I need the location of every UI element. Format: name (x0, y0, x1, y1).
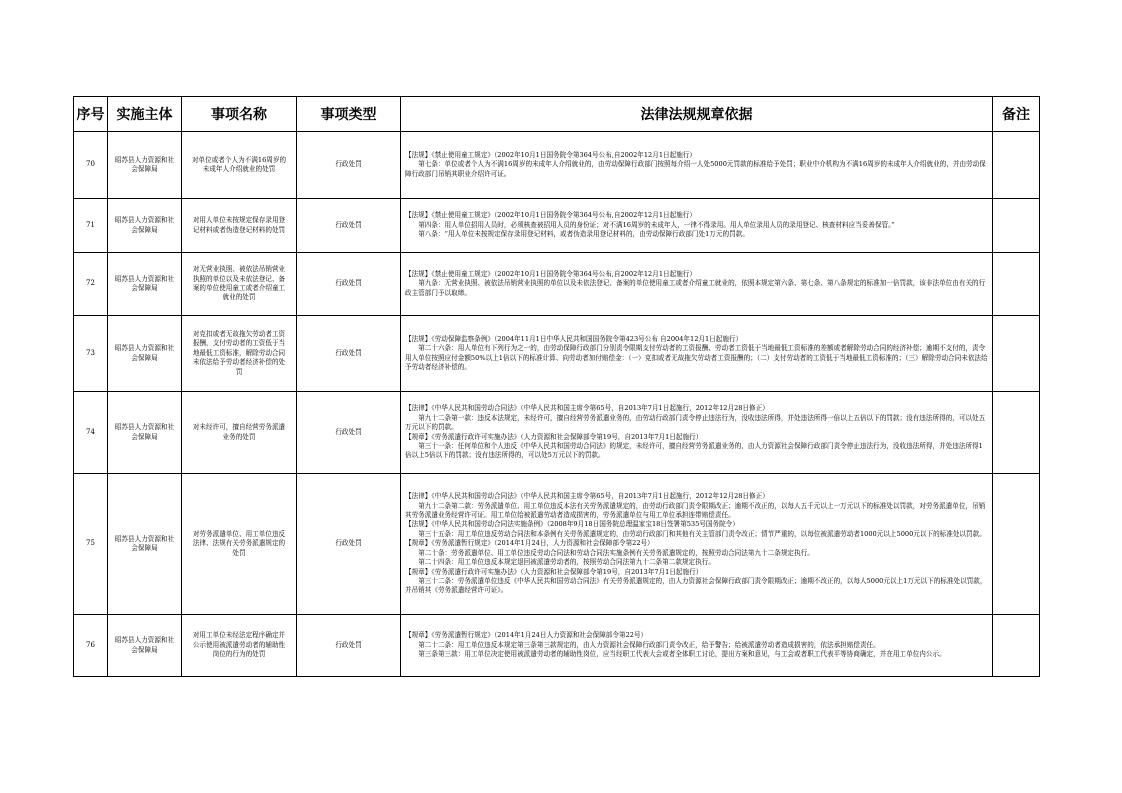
law-line: 第七条：单位或者个人为不满16周岁的未成年人介绍就业的，由劳动保障行政部门按照每介绍一人处5000元罚款的标准给予处罚；职业中介机构为不满16周岁的未成年人介绍就业的，并由劳动保障行政部门吊销其职业介绍许可证。 (405, 160, 986, 178)
row-number: 72 (74, 253, 108, 316)
law-line: 第二十六条：用人单位有下列行为之一的，由劳动保障行政部门分别责令限期支付劳动者的工资报酬、劳动者工资低于当地最低工资标准的差额或者解除劳动合同的经济补偿；逾期不支付的，责令用人单位按照应付金额50%以上1倍以下的标准计算、向劳动者加付赔偿金：（一）克扣或者无故拖欠劳动者工资报酬的；（二）支付劳动者的工资低于当地最低工资标准的；（三）解除劳动合同未依法给予劳动者经济补偿的。 (405, 344, 988, 371)
header-type: 事项类型 (297, 97, 401, 132)
law-line: 【规章】《劳务派遣行政许可实施办法》（人力资源和社会保障部令第19号，自2013年7月1日起施行） (405, 432, 703, 441)
table-row (74, 132, 1040, 199)
row-item-type: 行政处罚 (297, 392, 401, 474)
table-row (74, 474, 1040, 615)
law-line: 第三条第三款：用工单位决定使用被派遣劳动者的辅助性岗位，应当经职工代表大会或者全体职工讨论，提出方案和意见，与工会或者职工代表平等协商确定，并在用工单位内公示。 (418, 650, 946, 659)
law-line: 第四条：用人单位招用人员时，必须核查被招用人员的身份证；对不满16周岁的未成年人，一律不得录用。用人单位录用人员的录用登记、核查材料应当妥善保管。” (418, 220, 895, 229)
law-line: 第三十二条：劳务派遣单位违反《中华人民共和国劳动合同法》有关劳务派遣规定的，由人力资源社会保障行政部门责令限期改正；逾期不改正的，以每人5000元以上1万元以下的标准处以罚款，并吊销其《劳务派遣经营许可证》。 (405, 576, 987, 595)
row-note (993, 615, 1040, 677)
row-item-name: 对克扣或者无故拖欠劳动者工资报酬，支付劳动者的工资低于当地最低工资标准，解除劳动合同未依法给予劳动者经济补偿的处罚 (182, 316, 297, 392)
law-line: 【规章】《劳务派遣暂行规定》（2014年1月24日，人力资源和社会保障部令第22号） (405, 539, 654, 548)
row-implementer: 昭苏县人力资源和社会保障局 (108, 392, 182, 474)
law-line: 第二十二条：用工单位违反本规定第三条第三款规定的，由人力资源社会保障行政部门责令改正，给予警告；给被派遣劳动者造成损害的，依法承担赔偿责任。 (418, 640, 880, 649)
row-number: 76 (74, 615, 108, 677)
row-implementer: 昭苏县人力资源和社会保障局 (108, 316, 182, 392)
row-note (993, 199, 1040, 253)
table-row (74, 253, 1040, 316)
row-item-name: 对未经许可，擅自经营劳务派遣业务的处罚 (182, 392, 297, 474)
row-item-name: 对劳务派遣单位、用工单位违反法律、法规有关劳务派遣规定的处罚 (182, 474, 297, 615)
row-implementer: 昭苏县人力资源和社会保障局 (108, 253, 182, 316)
row-legal-basis (401, 615, 993, 677)
row-note (993, 392, 1040, 474)
row-legal-basis (401, 316, 993, 392)
row-implementer: 昭苏县人力资源和社会保障局 (108, 199, 182, 253)
law-line: 【法规】《禁止使用童工规定》（2002年10月1日国务院令第364号公布,自2002年12月1日起施行） (405, 269, 696, 278)
header-item: 事项名称 (182, 97, 297, 132)
header-note: 备注 (993, 97, 1040, 132)
row-item-name: 对用工单位未经法定程序确定并公示使用被派遣劳动者的辅助性岗位的行为的处罚 (182, 615, 297, 677)
row-item-type: 行政处罚 (297, 199, 401, 253)
law-line: 第二十四条：用工单位违反本规定退回被派遣劳动者的，按照劳动合同法第九十二条第二款规定执行。 (418, 558, 715, 567)
law-line: 【法规】《劳动保障监察条例》（2004年11月1日中华人民共和国国务院令第423号公布 自2004年12月1日起施行） (405, 334, 743, 343)
law-line: 【规章】《劳务派遣行政许可实施办法》（人力资源和社会保障部令第19号，自2013年7月1日起施行） (405, 567, 703, 576)
row-legal-basis (401, 474, 993, 615)
law-line: 【规章】《劳务派遣暂行规定》（2014年1月24日人力资源和社会保障部令第22号） (405, 631, 648, 640)
row-item-type: 行政处罚 (297, 132, 401, 199)
law-line: 【法规】《中华人民共和国劳动合同法实施条例》（2008年9月18日国务院总理温家宝18日签署第535号国务院令） (405, 520, 739, 529)
row-item-name: 对用人单位未按规定保存录用登记材料或者伪造登记材料的处罚 (182, 199, 297, 253)
law-line: 第九十二条第一款：违反本法规定，未经许可，擅自经营劳务派遣业务的，由劳动行政部门责令停止违法行为，没收违法所得，并处违法所得一倍以上五倍以下的罚款；没有违法所得的，可以处五万元以下的罚款。 (405, 413, 986, 432)
header-no: 序号 (74, 97, 108, 132)
row-implementer: 昭苏县人力资源和社会保障局 (108, 615, 182, 677)
row-item-name: 对无营业执照、被依法吊销营业执照的单位以及未依法登记、备案的单位使用童工或者介绍童工就业的处罚 (182, 253, 297, 316)
law-line: 第九十二条第二款：劳务派遣单位、用工单位违反本法有关劳务派遣规定的，由劳动行政部门责令限期改正；逾期不改正的，以每人五千元以上一万元以下的标准处以罚款，对劳务派遣单位，吊销其劳务派遣业务经营许可证。用工单位给被派遣劳动者造成损害的，劳务派遣单位与用工单位承担连带赔偿责任。 (405, 501, 986, 520)
row-item-name: 对单位或者个人为不满16周岁的未成年人介绍就业的处罚 (182, 132, 297, 199)
law-line: 【法律】《中华人民共和国劳动合同法》（中华人民共和国主席令第65号，自2013年7月1日起施行，2012年12月28日修正） (405, 404, 769, 413)
row-number: 75 (74, 474, 108, 615)
row-implementer: 昭苏县人力资源和社会保障局 (108, 474, 182, 615)
table-row (74, 199, 1040, 253)
law-line: 【法律】《中华人民共和国劳动合同法》（中华人民共和国主席令第65号，自2013年7月1日起施行，2012年12月28日修正） (405, 492, 769, 501)
row-number: 74 (74, 392, 108, 474)
law-line: 【法规】《禁止使用童工规定》（2002年10月1日国务院令第364号公布,自2002年12月1日起施行） (405, 211, 696, 220)
law-line: 第九条：无营业执照、被依法吊销营业执照的单位以及未依法登记、备案的单位使用童工或者介绍童工就业的，依照本规定第六条、第七条、第八条规定的标准加一倍罚款，该非法单位由有关的行政主管部门予以取缔。 (405, 279, 986, 297)
row-number: 70 (74, 132, 108, 199)
table-row (74, 615, 1040, 677)
law-line: 【法规】《禁止使用童工规定》（2002年10月1日国务院令第364号公布,自2002年12月1日起施行） (405, 150, 696, 159)
law-line: 第八条：“用人单位未按规定保存录用登记材料，或者伪造录用登记材料的，由劳动保障行政部门处1万元的罚款。 (418, 230, 749, 239)
table-row (74, 392, 1040, 474)
row-legal-basis (401, 392, 993, 474)
row-legal-basis (401, 253, 993, 316)
regulation-table (73, 96, 1040, 677)
row-legal-basis (401, 132, 993, 199)
row-item-type: 行政处罚 (297, 474, 401, 615)
law-line: 第三十一条：任何单位和个人违反《中华人民共和国劳动合同法》的规定，未经许可，擅自经营劳务派遣业务的，由人力资源社会保障行政部门责令停止违法行为，没收违法所得，并处违法所得1倍以上5倍以下的罚款；没有违法所得的，可以处5万元以下的罚款。 (405, 441, 983, 460)
row-note (993, 132, 1040, 199)
row-implementer: 昭苏县人力资源和社会保障局 (108, 132, 182, 199)
row-note (993, 316, 1040, 392)
row-note (993, 253, 1040, 316)
header-law: 法律法规规章依据 (401, 97, 993, 132)
header-org: 实施主体 (108, 97, 182, 132)
row-item-type: 行政处罚 (297, 316, 401, 392)
row-legal-basis (401, 199, 993, 253)
law-line: 第三十五条：用工单位违反劳动合同法和本条例有关劳务派遣规定的，由劳动行政部门和其他有关主管部门责令改正；情节严重的，以每位被派遣劳动者1000元以上5000元以下的标准处以罚款。 (418, 529, 986, 538)
law-line: 第二十条：劳务派遣单位、用工单位违反劳动合同法和劳动合同法实施条例有关劳务派遣规定的，按照劳动合同法第九十二条规定执行。 (418, 548, 814, 557)
table-header-row (74, 97, 1040, 132)
row-item-type: 行政处罚 (297, 615, 401, 677)
row-item-type: 行政处罚 (297, 253, 401, 316)
row-note (993, 474, 1040, 615)
row-number: 73 (74, 316, 108, 392)
table-row (74, 316, 1040, 392)
row-number: 71 (74, 199, 108, 253)
